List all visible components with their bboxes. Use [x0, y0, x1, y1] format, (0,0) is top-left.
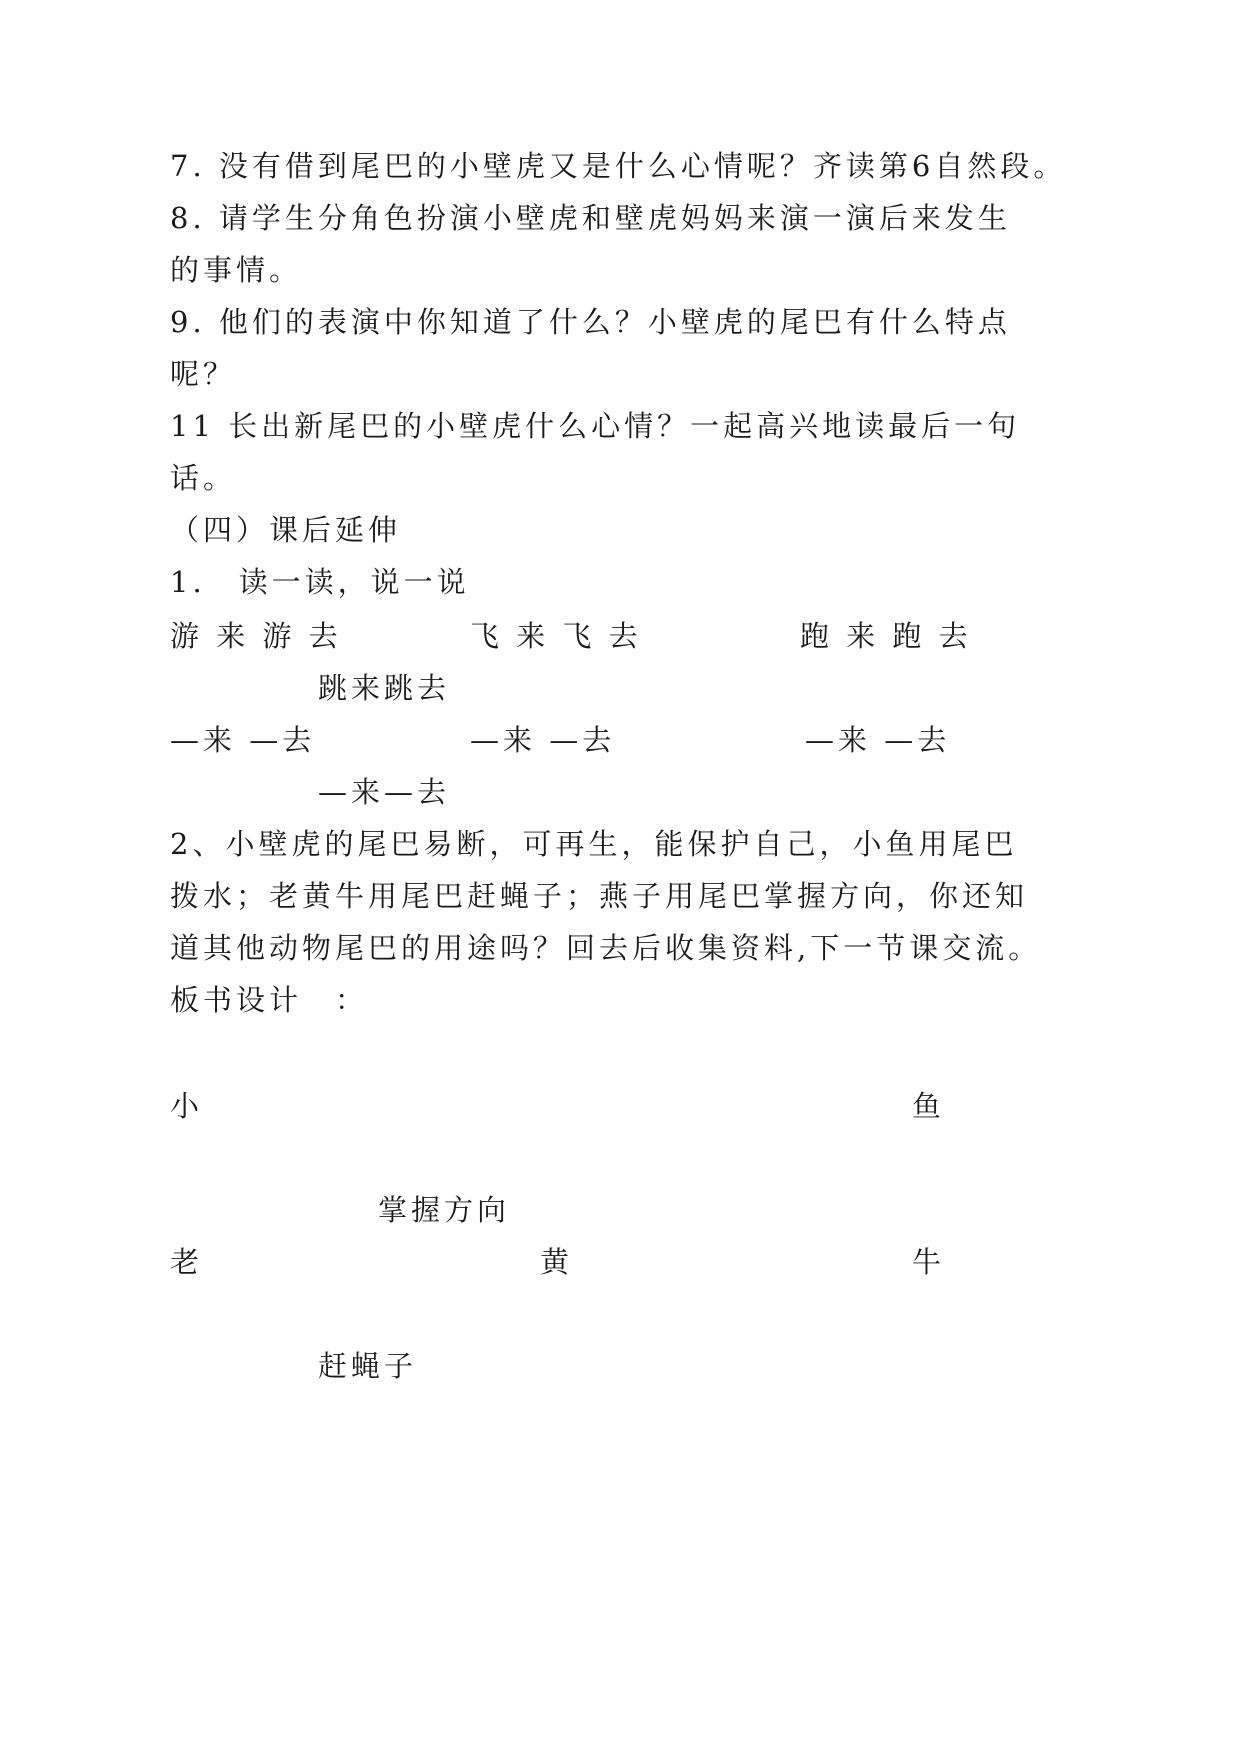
paragraph-line-8: 8. 请学生分角色扮演小壁虎和壁虎妈妈来演一演后来发生 — [170, 201, 1011, 235]
reading-word-4: 跳来跳去 — [318, 671, 451, 705]
paragraph-line-9-cont: 呢？ — [170, 357, 237, 391]
board-char-niu: 牛 — [912, 1245, 946, 1279]
board-phrase-direction: 掌握方向 — [378, 1193, 511, 1227]
board-phrase-flies: 赶蝇子 — [318, 1349, 418, 1383]
fill-pattern-2: —来 —去 — [470, 723, 616, 757]
paragraph-line-11-cont: 话。 — [170, 461, 237, 495]
exercise-2-line-1: 2、小壁虎的尾巴易断，可再生，能保护自己，小鱼用尾巴 — [170, 827, 1018, 861]
exercise-1-title: 1. 读一读，说一说 — [170, 565, 470, 599]
reading-word-1: 游 来 游 去 — [170, 619, 342, 653]
reading-word-2: 飞 来 飞 去 — [470, 619, 642, 653]
paragraph-line-9: 9. 他们的表演中你知道了什么？小壁虎的尾巴有什么特点 — [170, 305, 1011, 339]
paragraph-line-7: 7. 没有借到尾巴的小壁虎又是什么心情呢？齐读第6自然段。 — [170, 149, 1067, 183]
board-char-lao: 老 — [170, 1245, 204, 1279]
exercise-2-line-3: 道其他动物尾巴的用途吗？回去后收集资料,下一节课交流。 — [170, 931, 1042, 965]
board-char-yu: 鱼 — [912, 1089, 946, 1123]
paragraph-line-8-cont: 的事情。 — [170, 253, 303, 287]
fill-pattern-1: —来 —去 — [170, 723, 316, 757]
fill-pattern-3: —来 —去 — [805, 723, 951, 757]
exercise-2-line-2: 拨水；老黄牛用尾巴赶蝇子；燕子用尾巴掌握方向，你还知 — [170, 879, 1029, 913]
board-char-huang: 黄 — [540, 1245, 574, 1279]
fill-pattern-4: —来—去 — [318, 775, 451, 809]
reading-word-3: 跑 来 跑 去 — [800, 619, 972, 653]
section-heading: （四）课后延伸 — [170, 513, 402, 547]
paragraph-line-11: 11 长出新尾巴的小壁虎什么心情？一起高兴地读最后一句 — [170, 409, 1021, 443]
board-char-xiao: 小 — [170, 1089, 204, 1123]
board-design-title: 板书设计 ： — [170, 983, 369, 1017]
